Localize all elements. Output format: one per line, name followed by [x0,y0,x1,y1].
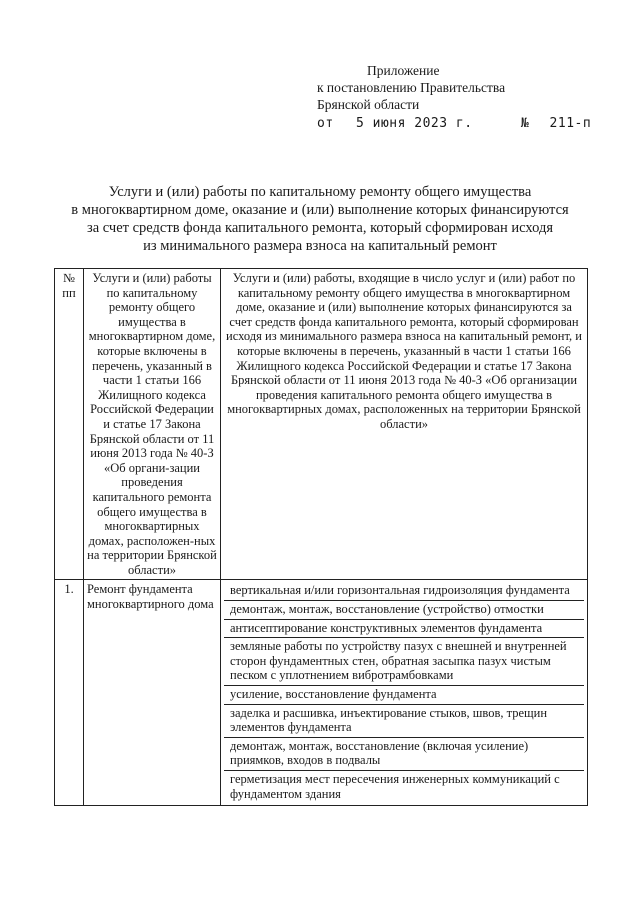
work-item: усиление, восстановление фундамента [224,686,584,705]
table-header-row [55,269,588,580]
row-service-name: Ремонт фундамента многоквартирного дома [84,580,221,806]
work-item: заделка и расшивка, инъектирование стыков, швов, трещин элементов фундамента [224,705,584,738]
title-line-2: в многоквартирном доме, оказание и (или) выполнение которых финансируются [71,202,569,218]
row-works-list [221,580,588,806]
appendix-title: Приложение [367,63,440,78]
appendix-block [317,62,617,132]
table-row [55,580,588,806]
header-col-number: № пп [55,269,84,580]
work-item: антисептирование конструктивных элементов фундамента [224,620,584,639]
row-number: 1. [55,580,84,806]
work-item: демонтаж, монтаж, восстановление (устройство) отмостки [224,601,584,620]
work-item: герметизация мест пересечения инженерных коммуникаций с фундаментом здания [230,772,560,801]
work-item: вертикальная и/или горизонтальная гидроизоляция фундамента [224,582,584,601]
date-prefix: от [317,116,334,131]
title-line-1: Услуги и (или) работы по капитальному ремонту общего имущества [108,184,532,200]
appendix-date-line [317,115,617,132]
header-col-works: Услуги и (или) работы, входящие в число услуг и (или) работ по капитальному ремонту общего имущества в многоквартирном доме, оказание и (или) выполнение которых финансируются за счет средств фонда капитального ремонта, который сформирован исходя из минимального размера взноса на капитальный ремонт, и которые включены в перечень, указанный в части 1 статьи 166 Жилищного кодекса Российской Федерации и статье 17 Закона Брянской области от 11 июня 2013 года № 40-З «Об организации проведения капитального ремонта общего имущества в многоквартирных домах, расположенных на территории Брянской области» [221,269,588,580]
number-value: 211-п [549,116,592,131]
services-table [54,268,588,806]
title-line-4: из минимального размера взноса на капитальный ремонт [143,238,497,254]
number-label: № [520,116,530,131]
document-title [40,183,600,255]
title-line-3: за счет средств фонда капитального ремонта, который сформирован исходя [87,220,553,236]
work-item: земляные работы по устройству пазух с внешней и внутренней сторон фундаментных стен, обратная засыпка пазух чистым песком с уплотнением вибротрамбовками [224,638,584,686]
date-value: 5 июня 2023 г. [355,116,473,131]
appendix-region: Брянской области [317,97,420,112]
work-item: демонтаж, монтаж, восстановление (включая усиление) приямков, входов в подвалы [224,738,584,771]
header-col-services: Услуги и (или) работы по капитальному ремонту общего имущества в многоквартирном доме, которые включены в перечень, указанный в части 1 статьи 166 Жилищного кодекса Российской Федерации и статье 17 Закона Брянской области от 11 июня 2013 года № 40-З «Об органи-зации проведения капитального ремонта общего имущества в многоквартирных домах, расположен-ных на территории Брянской области» [84,269,221,580]
appendix-resolution: к постановлению Правительства [317,80,506,95]
